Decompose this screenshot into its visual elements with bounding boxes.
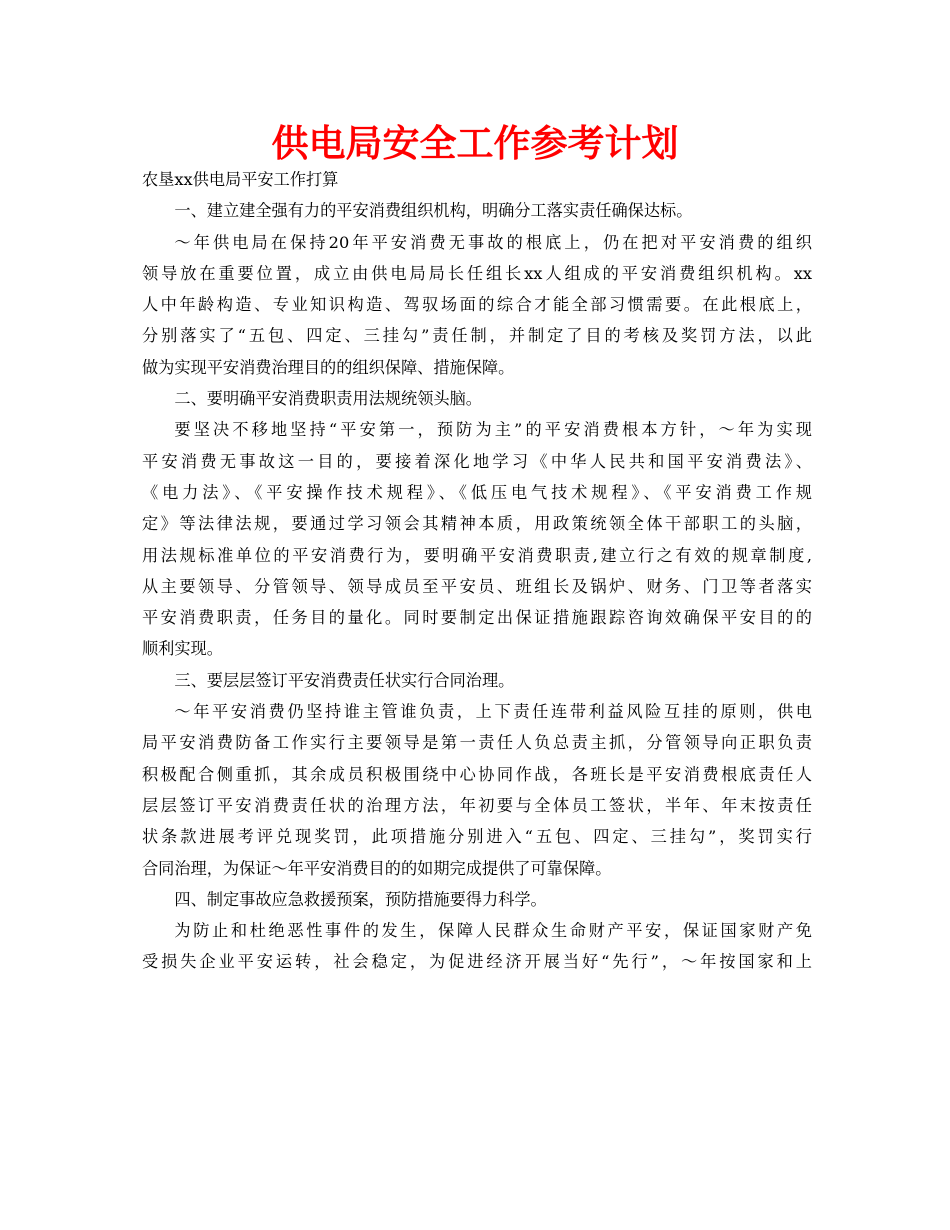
body-text-line: 一、建立建全强有力的平安消费组织机构，明确分工落实责任确保达标。 [174, 201, 693, 221]
body-text-line: 用法规标准单位的平安消费行为，要明确平安消费职责,建立行之有效的规章制度, [142, 545, 812, 565]
body-text-line: 农垦xx供电局平安工作打算 [142, 170, 339, 189]
body-text-line: 积极配合侧重抓，其余成员积极围绕中心协同作战，各班长是平安消费根底责任人 [142, 764, 812, 784]
body-text-line: 受损失企业平安运转，社会稳定，为促进经济开展当好“先行”，～年按国家和上 [142, 952, 812, 972]
body-text-line: 做为实现平安消费治理目的的组织保障、措施保障。 [142, 357, 515, 377]
body-text-line: 层层签订平安消费责任状的治理方法，年初要与全体员工签状，半年、年末按责任 [142, 795, 812, 815]
body-text-line: 要坚决不移地坚持“平安第一，预防为主”的平安消费根本方针，～年为实现 [174, 420, 812, 440]
body-text-line: 合同治理，为保证～年平安消费目的的如期完成提供了可靠保障。 [142, 858, 612, 878]
body-text-line: 为防止和杜绝恶性事件的发生，保障人民群众生命财产平安，保证国家财产免 [174, 921, 812, 941]
body-text-line: 从主要领导、分管领导、领导成员至平安员、班组长及锅炉、财务、门卫等者落实 [142, 576, 812, 596]
body-text-line: 三、要层层签订平安消费责任状实行合同治理。 [174, 670, 515, 690]
body-text-line: 局平安消费防备工作实行主要领导是第一责任人负总责主抓，分管领导向正职负责 [142, 733, 812, 753]
body-text-line: 领导放在重要位置，成立由供电局局长任组长xx人组成的平安消费组织机构。xx [142, 263, 812, 283]
body-text-line: 《电力法》、《平安操作技术规程》、《低压电气技术规程》、《平安消费工作规 [142, 482, 812, 502]
body-text-line: 平安消费无事故这一目的，要接着深化地学习《中华人民共和国平安消费法》、 [142, 451, 812, 471]
body-text-line: 分别落实了“五包、四定、三挂勾”责任制，并制定了目的考核及奖罚方法，以此 [142, 326, 812, 346]
body-text-line: 人中年龄构造、专业知识构造、驾驭场面的综合才能全部习惯需要。在此根底上， [142, 295, 812, 315]
body-text-line: 二、要明确平安消费职责用法规统领头脑。 [174, 389, 482, 409]
body-text-line: 定》等法律法规，要通过学习领会其精神本质，用政策统领全体干部职工的头脑， [142, 514, 812, 534]
body-text-line: ～年平安消费仍坚持谁主管谁负责，上下责任连带利益风险互挂的原则，供电 [174, 702, 812, 722]
body-text-line: 四、制定事故应急救援预案，预防措施要得力科学。 [174, 889, 547, 909]
body-text-line: 顺利实现。 [142, 639, 223, 659]
body-text-line: 平安消费职责，任务目的量化。同时要制定出保证措施跟踪咨询效确保平安目的的 [142, 608, 812, 628]
body-text-line: ～年供电局在保持20年平安消费无事故的根底上，仍在把对平安消费的组织 [174, 232, 812, 252]
body-text-line: 状条款进展考评兑现奖罚，此项措施分别进入“五包、四定、三挂勾”，奖罚实行 [142, 827, 812, 847]
document-body [142, 164, 812, 978]
document-title: 供电局安全工作参考计划 [271, 121, 679, 165]
